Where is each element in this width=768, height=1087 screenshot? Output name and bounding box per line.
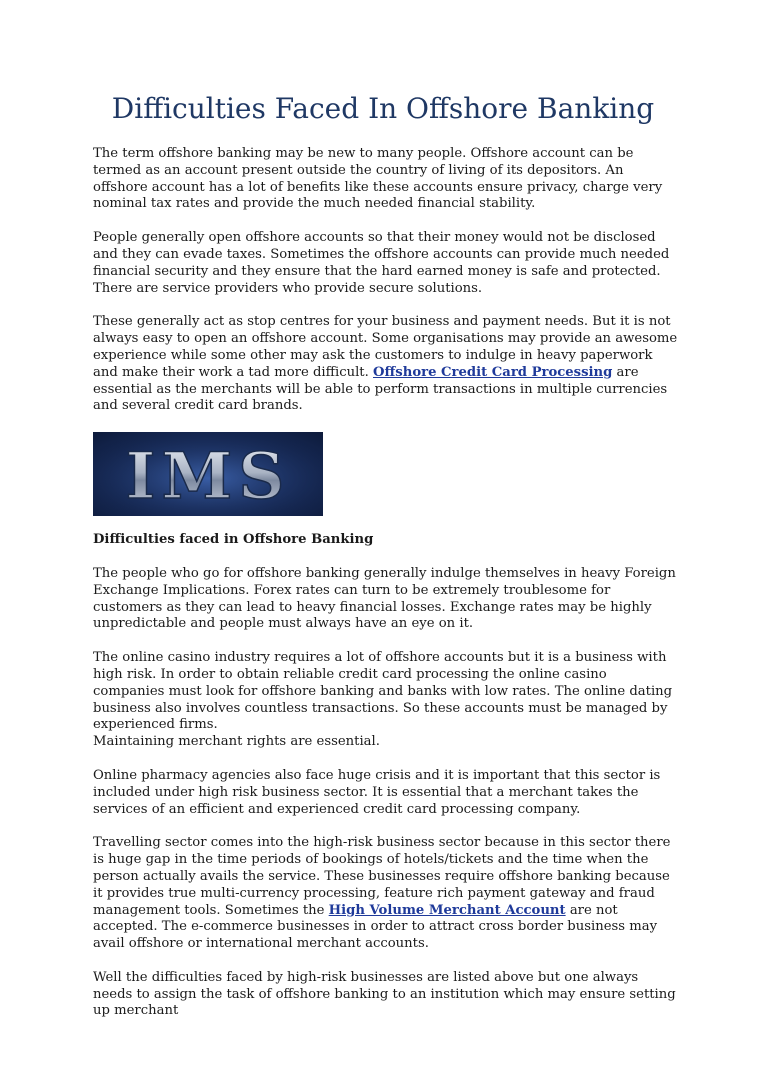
- section-heading: Difficulties faced in Offshore Banking: [93, 532, 374, 548]
- paragraph-travelling: [93, 835, 678, 953]
- high-volume-merchant-account-link[interactable]: High Volume Merchant Account: [328, 902, 566, 918]
- paragraph-text: are not accepted. The e-commerce businesses in order to attract cross border business may avail offshore or international merchant accounts.: [93, 902, 658, 952]
- paragraph-reasons: People generally open offshore accounts so that their money would not be disclosed and they can evade taxes. Sometimes the offshore accounts can provide much needed financial security and they ensure that the hard earned money is safe and protected. There are service providers who provide secure solutions.: [93, 230, 670, 296]
- paragraph-text: These generally act as stop centres for your business and payment needs. But it is not always easy to open an offshore account. Some organisations may provide an awesome experience while some other may ask the customers to indulge in heavy paperwork and make their work a tad more difficult.: [93, 314, 678, 380]
- paragraph-conclusion: Well the difficulties faced by high-risk businesses are listed above but one always needs to assign the task of offshore banking to an institution which may ensure setting up merchant: [93, 969, 676, 1019]
- paragraph-text: are essential as the merchants will be able to perform transactions in multiple currencies and several credit card brands.: [93, 364, 668, 414]
- paragraph-stop-centres: [93, 314, 678, 415]
- ims-logo-text: IMS: [125, 439, 291, 515]
- ims-logo-image: [93, 432, 323, 516]
- page-title: Difficulties Faced In Offshore Banking: [111, 92, 655, 125]
- paragraph-text: Travelling sector comes into the high-risk business sector because in this sector there is huge gap in the time periods of bookings of hotels/tickets and the time when the person actually avails the service. These businesses require offshore banking because it provides true multi-currency processing, feature rich payment gateway and fraud management tools. Sometimes the: [93, 835, 671, 918]
- ims-logo-graphic: [93, 432, 323, 516]
- paragraph-intro: The term offshore banking may be new to many people. Offshore account can be termed as an account present outside the country of living of its depositors. An offshore account has a lot of benefits like these accounts ensure privacy, charge very nominal tax rates and provide the much needed financial stability.: [93, 146, 663, 212]
- paragraph-merchant-rights: Maintaining merchant rights are essential.: [93, 734, 380, 750]
- offshore-credit-card-processing-link[interactable]: Offshore Credit Card Processing: [373, 364, 613, 380]
- paragraph-pharmacy: Online pharmacy agencies also face huge crisis and it is important that this sector is included under high risk business sector. It is essential that a merchant takes the services of an efficient and experienced credit card processing company.: [93, 767, 661, 817]
- paragraph-forex: The people who go for offshore banking generally indulge themselves in heavy Foreign Exchange Implications. Forex rates can turn to be extremely troublesome for customers as they can lead to heavy financial losses. Exchange rates may be highly unpredictable and people must always have an eye on it.: [93, 565, 676, 632]
- document-body: [93, 146, 678, 1037]
- paragraph-casino: The online casino industry requires a lot of offshore accounts but it is a business with high risk. In order to obtain reliable credit card processing the online casino companies must look for offshore banking and banks with low rates. The online dating business also involves countless transactions. So these accounts must be managed by experienced firms.: [93, 650, 673, 733]
